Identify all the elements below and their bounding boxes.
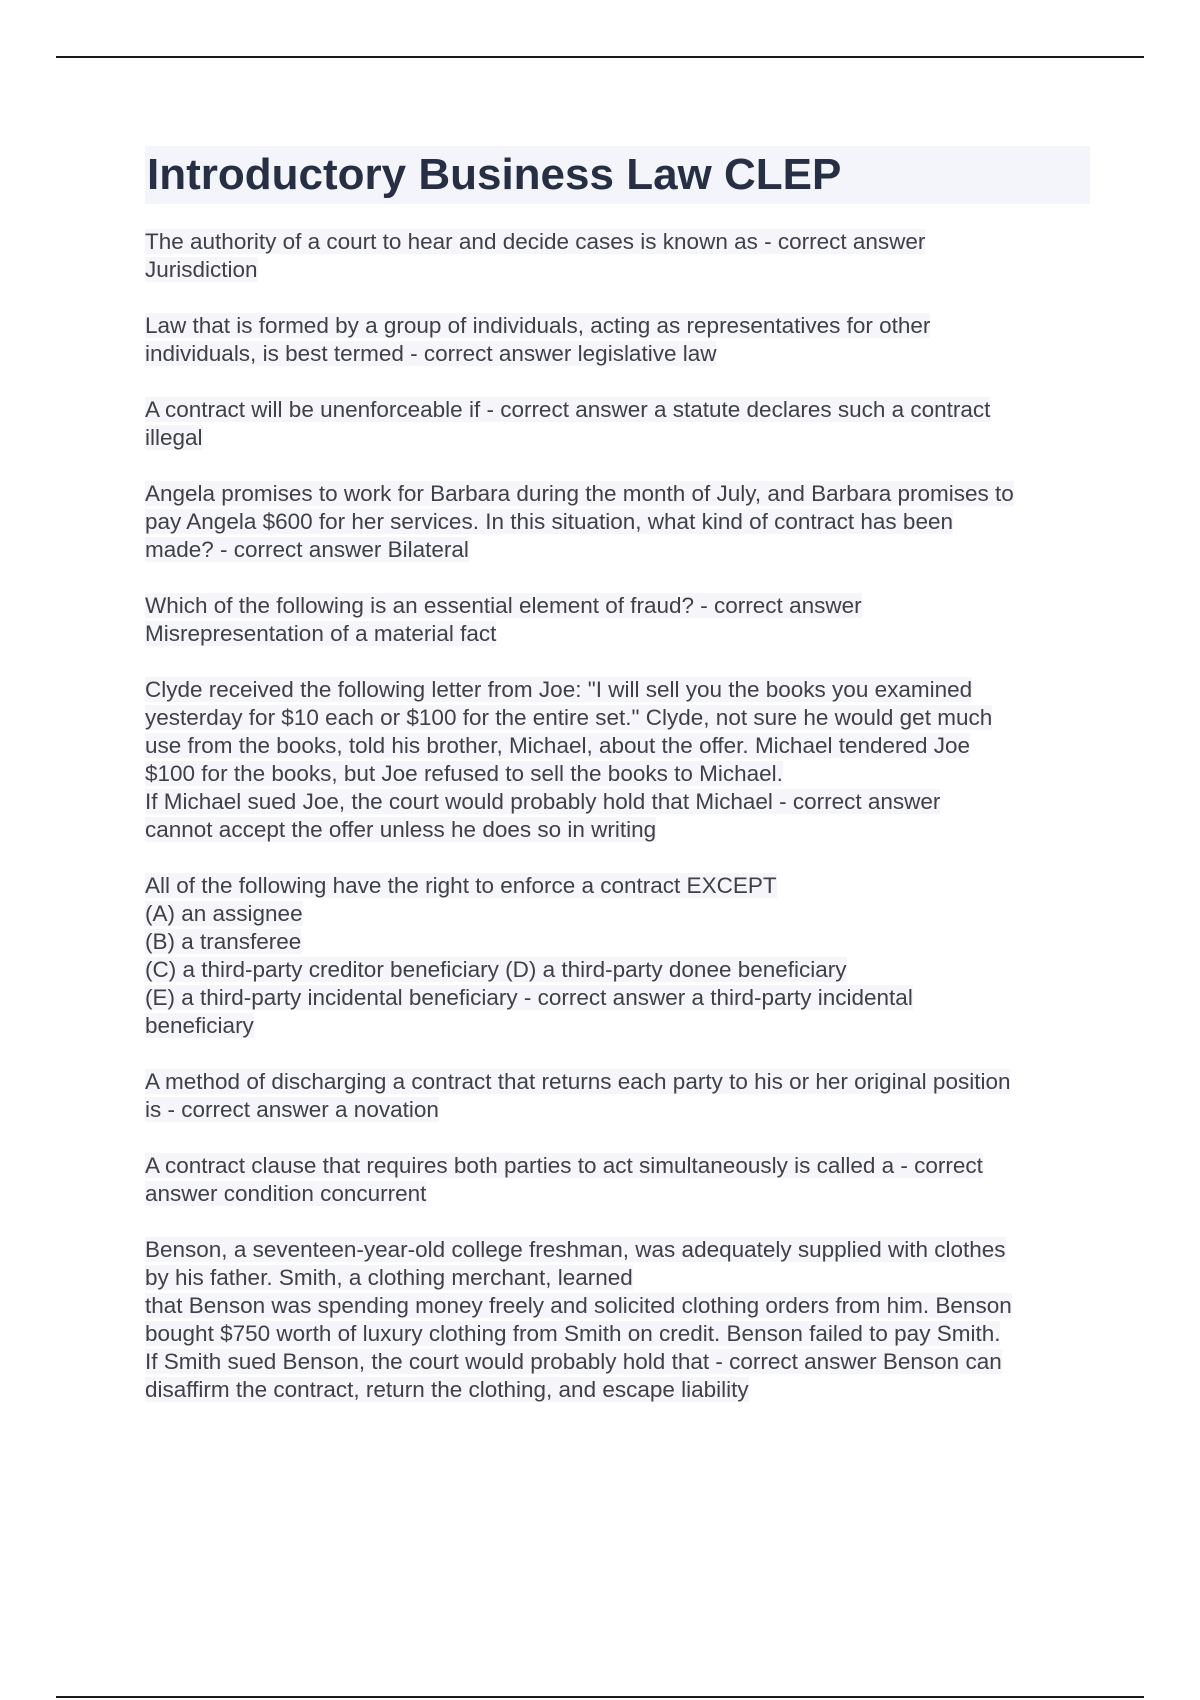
qa-entry [145,312,1090,368]
top-rule [56,56,1144,58]
qa-entry [145,1152,1090,1208]
qa-text: A contract clause that requires both parties to act simultaneously is called a - correct answer condition concurrent [145,1153,983,1206]
qa-text: Benson, a seventeen-year-old college freshman, was adequately supplied with clothes by his father. Smith, a clothing merchant, learned that Benson was spending money freely and solicited clothing orders from him. Benson bought $750 worth of luxury clothing from Smith on credit. Benson failed to pay Smith. If Smith sued Benson, the court would probably hold that - correct answer Benson can disaffirm the contract, return the clothing, and escape liability [145,1237,1012,1402]
bottom-rule [56,1696,1144,1698]
qa-entry [145,592,1090,648]
qa-entry [145,396,1090,452]
qa-entry [145,872,1090,1040]
qa-text: Clyde received the following letter from Joe: "I will sell you the books you examined yesterday for $10 each or $100 for the entire set." Clyde, not sure he would get much use from the books, told his brother, Michael, about the offer. Michael tendered Joe $100 for the books, but Joe refused to sell the books to Michael. If Michael sued Joe, the court would probably hold that Michael - correct answer cannot accept the offer unless he does so in writing [145,677,993,842]
qa-text: Angela promises to work for Barbara during the month of July, and Barbara promises to pay Angela $600 for her services. In this situation, what kind of contract has been made? - correct answer Bilateral [145,481,1014,562]
qa-text: Which of the following is an essential element of fraud? - correct answer Misrepresentation of a material fact [145,593,862,646]
qa-entry [145,1236,1090,1404]
qa-entry [145,1068,1090,1124]
qa-text: All of the following have the right to enforce a contract EXCEPT (A) an assignee (B) a transferee (C) a third-party creditor beneficiary (D) a third-party donee beneficiary (E) a third-party incidental beneficiary - correct answer a third-party incidental beneficiary [145,873,913,1038]
qa-text: The authority of a court to hear and decide cases is known as - correct answer Jurisdiction [145,229,926,282]
qa-entry [145,676,1090,844]
qa-entry [145,480,1090,564]
qa-text: A contract will be unenforceable if - correct answer a statute declares such a contract illegal [145,397,991,450]
qa-entry [145,228,1090,284]
document-title: Introductory Business Law CLEP [145,146,1090,204]
document-body [145,146,1090,1432]
qa-list [145,228,1090,1404]
qa-text: A method of discharging a contract that returns each party to his or her original position is - correct answer a novation [145,1069,1011,1122]
qa-text: Law that is formed by a group of individuals, acting as representatives for other individuals, is best termed - correct answer legislative law [145,313,931,366]
